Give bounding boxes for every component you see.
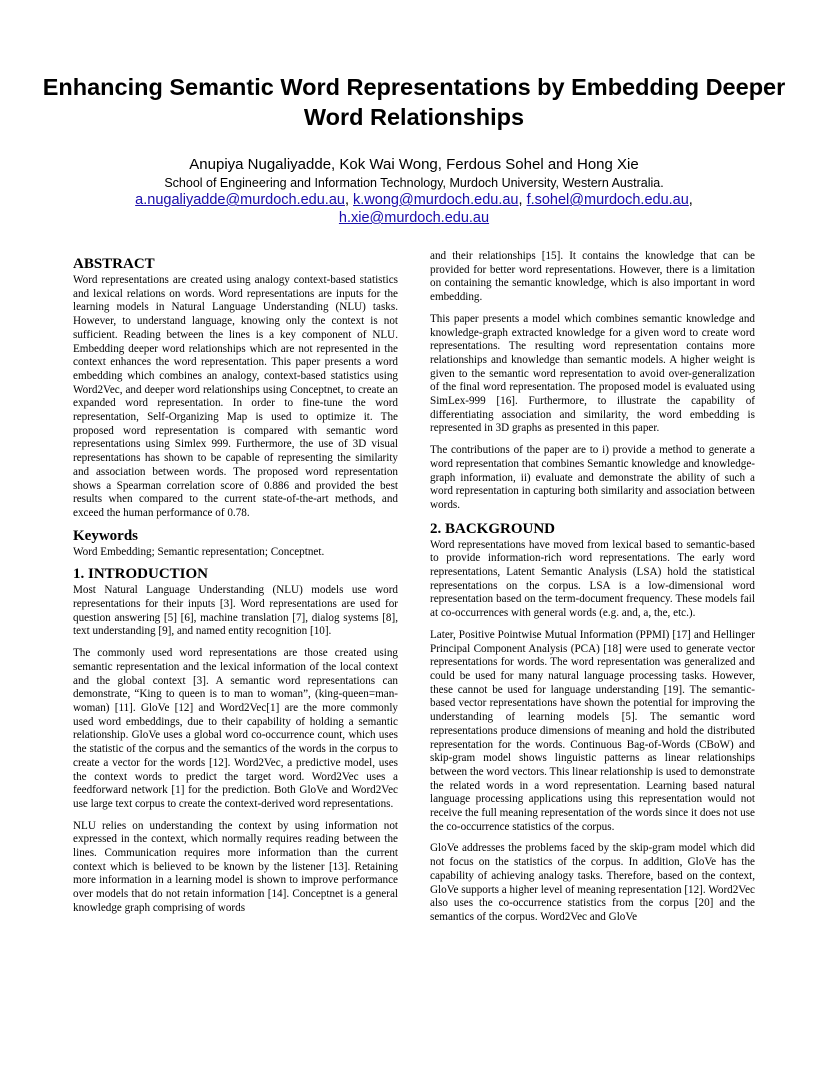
introduction-paragraph: The commonly used word representations are those created using semantic representation and the lexical information of the local context and the global context [3]. A semantic word representations can demonstrate, “King to queen is to man to woman”, (king-queen=man-woman) [11]. GloVe [12] and Word2Vec[1] are the more commonly used word embeddings, due to their capability of holding a semantic relationship. GloVe uses a global word co-occurrence count, which uses the statistic of the corpus and the semantics of the words in the corpus to create a vector for the words [12]. Word2Vec, a predictive model, uses the context words to predict the target word. Word2Vec uses a feedforward network [1] for the prediction. Both GloVe and Word2Vec use large text corpus to create the context-derived word representations. bbox=[73, 647, 398, 810]
abstract-heading: ABSTRACT bbox=[73, 256, 155, 272]
background-paragraph: Later, Positive Pointwise Mutual Information (PPMI) [17] and Hellinger Principal Component Analysis (PCA) [18] were used to generate vector representations for words. The word representation was generalized and could be used for many natural language processing tasks. However, these cannot be used for language understanding [19]. The semantic-based vector representations have shown the potential for improving the understanding of learning models [5]. The semantic word representations produce dimensions of meaning and hold the distributed representation for the words. Continuous Bag-of-Words (CBoW) and skip-gram model shows linguistic patterns as linear relationships between the word vectors. This linear relationship is used to demonstrate the related words in a word representation. Learning based natural language processing applications using this representation would not receive the full meaning representation of the words since it does not use the co-occurrence statistics of the corpus. bbox=[430, 628, 755, 833]
background-heading: 2. BACKGROUND bbox=[430, 520, 556, 537]
paper-title: Enhancing Semantic Word Representations by Embedding Deeper Word Relationships bbox=[42, 74, 786, 130]
abstract-text: Word representations are created using analogy context-based statistics and lexical relations on words. Word representations are inputs for the learning models in Natural Language Understanding (NLU) tasks. However, to understand language, knowing only the context is not sufficient. Reading between the lines is a key component of NLU. Embedding deeper word relationships which are not represented in the context enhances the word representation. This paper presents a word embedding which combines an analogy, context-based statistics using Word2Vec, and deeper word relationships using Conceptnet, to create an expanded word representation. In order to fine-tune the word representation, Self-Organizing Map is used to optimize it. The proposed word representation is compared with semantic word representations using Simlex 999. Furthermore, the use of 3D visual representations has shown to be capable of representing the similarity and association between words. The proposed word representation shows a Spearman correlation score of 0.886 and provided the best results when compared to the current state-of-the-art methods, and exceed the human performance of 0.78. bbox=[73, 274, 398, 519]
introduction-paragraph: and their relationships [15]. It contains the knowledge that can be provided for better word representations. However, there is a limitation on containing the semantic knowledge, which is also important in word embedding. bbox=[430, 250, 755, 304]
introduction-paragraph: Most Natural Language Understanding (NLU) models use word representations for their inputs [3]. Word representations are used for question answering [5] [6], machine translation [7], dialog systems [8], text understanding [9], and named entity recognition [10]. bbox=[73, 584, 398, 638]
right-column bbox=[430, 250, 755, 933]
email-link[interactable]: f.sohel@murdoch.edu.au bbox=[526, 192, 689, 208]
email-list bbox=[60, 191, 768, 227]
author-list: Anupiya Nugaliyadde, Kok Wai Wong, Ferdous Sohel and Hong Xie bbox=[189, 156, 639, 173]
email-link[interactable]: k.wong@murdoch.edu.au bbox=[353, 192, 519, 208]
introduction-paragraph: NLU relies on understanding the context by using information not expressed in the context, which normally requires reading between the lines. Communication requires more information than the current context which is believed to be known by the listener [13]. Retaining more information in a learning model is shown to improve performance over models that do not retain information [14]. Conceptnet is a general knowledge graph comprising of words bbox=[73, 819, 398, 914]
left-column bbox=[73, 256, 398, 924]
email-link[interactable]: h.xie@murdoch.edu.au bbox=[338, 210, 490, 226]
keywords-heading: Keywords bbox=[73, 527, 138, 544]
email-separator: , bbox=[518, 192, 527, 208]
affiliation: School of Engineering and Information Technology, Murdoch University, Western Australia. bbox=[164, 176, 664, 190]
email-link[interactable]: a.nugaliyadde@murdoch.edu.au bbox=[135, 192, 345, 208]
email-separator: , bbox=[688, 192, 693, 208]
keywords-text: Word Embedding; Semantic representation; Conceptnet. bbox=[73, 545, 325, 558]
email-separator: , bbox=[344, 192, 354, 208]
background-paragraph: GloVe addresses the problems faced by the skip-gram model which did not focus on the statistics of the corpus. In addition, GloVe has the capability of achieving analogy tasks. Therefore, based on the context, GloVe supports a higher level of meaning representation [12]. Word2Vec also uses the co-occurrence statistics from the corpus [20] and the semantics of the corpus. Word2Vec and GloVe bbox=[430, 842, 755, 923]
introduction-paragraph: This paper presents a model which combines semantic knowledge and knowledge-graph extracted knowledge for a given word to create word representations. The resulting word representation contains more relationships and knowledge than semantic models. A higher weight is given to the semantic word representation to avoid over-generalization of the final word representation. The proposed model is evaluated using SimLex-999 [16]. Furthermore, to illustrate the capability of differentiating association and similarity, the word embedding is represented in 3D graphs as presented in this paper. bbox=[430, 312, 755, 435]
introduction-heading: 1. INTRODUCTION bbox=[73, 566, 209, 583]
background-paragraph: Word representations have moved from lexical based to semantic-based to provide information-rich word representations. The early word representations, Latent Semantic Analysis (LSA) hold the statistical representations on the corpus. LSA is a low-dimensional word representation based on the term-document frequency. These models fail at co-occurrences with general words (e.g. and, a, the, etc.). bbox=[430, 538, 755, 620]
introduction-paragraph: The contributions of the paper are to i) provide a method to generate a word representation that combines Semantic knowledge and knowledge-graph information, ii) evaluate and demonstrate the ability of such a word representation in capturing both similarity and association between words. bbox=[430, 444, 755, 511]
